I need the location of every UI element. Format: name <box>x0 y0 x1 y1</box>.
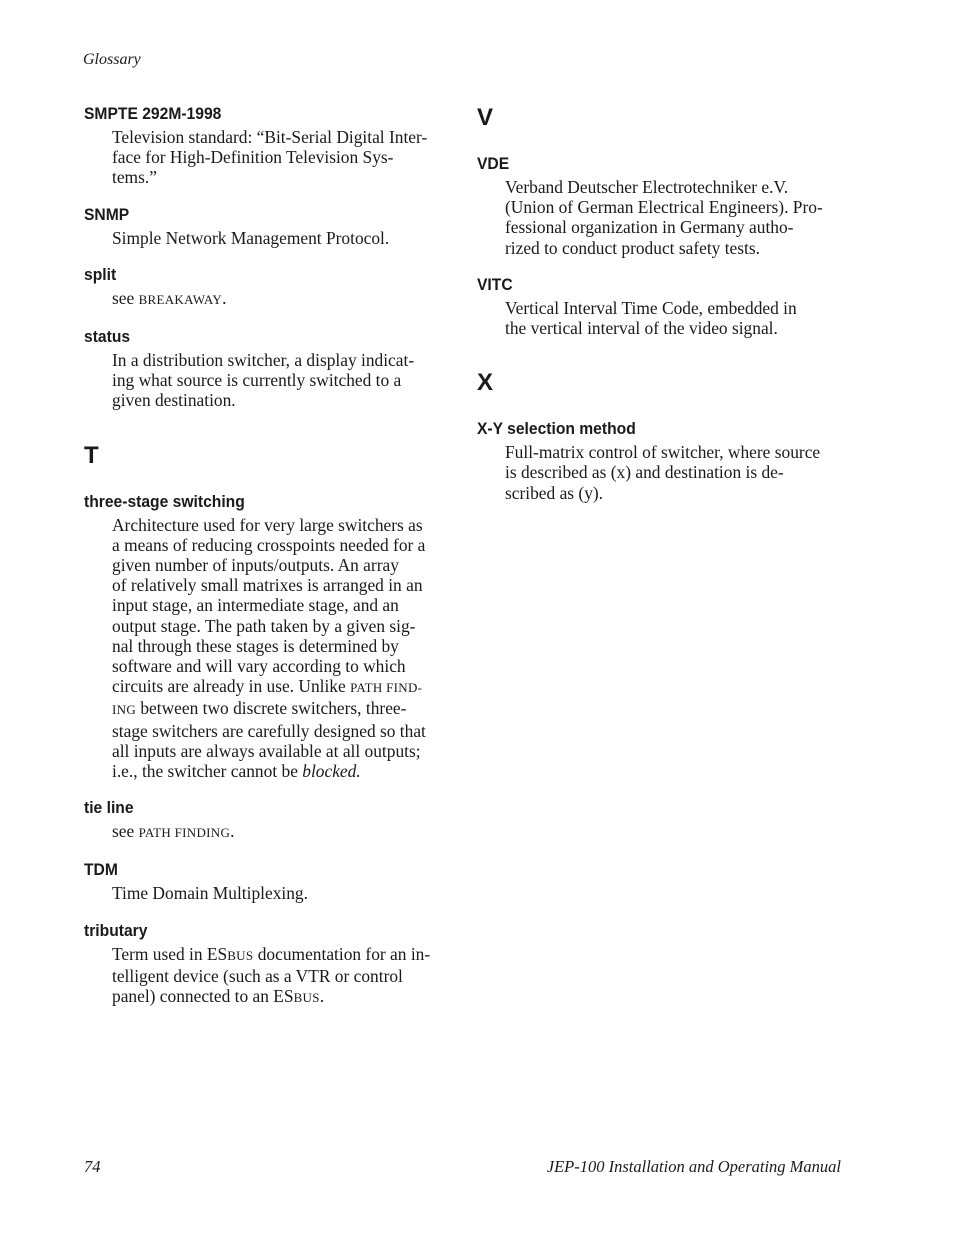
term-tdm: TDM <box>84 860 118 880</box>
definition-line: Simple Network Management Protocol. <box>112 227 390 248</box>
section-letter-x: X <box>477 369 494 397</box>
running-head: Glossary <box>83 51 141 68</box>
definition-line: face for High-Definition Television Sys- <box>112 147 394 168</box>
definition-line: Architecture used for very large switchers as <box>112 514 423 535</box>
definition-three-stage-switching <box>112 515 456 782</box>
definition-line: given number of inputs/outputs. An array <box>112 555 399 576</box>
term-x-y-selection-method: X-Y selection method <box>477 419 636 439</box>
definition-line: output stage. The path taken by a given sig- <box>112 615 416 636</box>
text-run: panel) connected to an ES <box>112 986 294 1007</box>
text-run: . <box>319 986 325 1007</box>
term-snmp: SNMP <box>84 204 130 224</box>
text-run: . <box>222 287 227 308</box>
text-run: between two discrete switchers, three- <box>136 698 407 719</box>
definition-x-y-selection-method <box>505 442 849 503</box>
definition-vitc <box>505 298 849 338</box>
definition-line: stage switchers are carefully designed so that <box>112 720 426 741</box>
term-status: status <box>84 327 131 347</box>
text-run: i.e., the switcher cannot be <box>112 761 303 782</box>
small-caps-text: BUS <box>293 990 320 1006</box>
section-letter-t: T <box>84 441 99 469</box>
text-run: see <box>112 821 139 842</box>
definition-smpte-292m <box>112 127 456 188</box>
small-caps-text: BUS <box>227 947 254 963</box>
definition-line: Vertical Interval Time Code, embedded in <box>505 297 797 318</box>
definition-line: In a distribution switcher, a display indicat- <box>112 350 415 371</box>
definition-line: software and will vary according to which <box>112 656 406 677</box>
glossary-column-left <box>84 104 456 1025</box>
glossary-column-right <box>477 104 849 520</box>
definition-line: Time Domain Multiplexing. <box>112 883 308 904</box>
page-number: 74 <box>84 1157 101 1176</box>
definition-vde <box>505 177 849 258</box>
definition-line: a means of reducing crosspoints needed for a <box>112 534 426 555</box>
definition-line: tems.” <box>112 167 157 188</box>
emphasis: blocked. <box>302 761 361 782</box>
definition-line <box>112 676 456 698</box>
definition-line <box>112 821 456 843</box>
text-run: documentation for an in- <box>253 943 431 964</box>
definition-status <box>112 350 456 411</box>
definition-line: is described as (x) and destination is de- <box>505 462 784 483</box>
definition-line: telligent device (such as a VTR or control <box>112 965 403 986</box>
definition-tie-line <box>112 821 456 843</box>
definition-line: input stage, an intermediate stage, and an <box>112 595 399 616</box>
term-three-stage-switching: three-stage switching <box>84 491 245 511</box>
definition-line <box>112 288 456 310</box>
definition-line: Television standard: “Bit-Serial Digital Inter- <box>112 127 428 147</box>
definition-line: nal through these stages is determined by <box>112 635 399 656</box>
manual-title: JEP-100 Installation and Operating Manual <box>546 1157 841 1176</box>
text-run: see <box>112 287 139 308</box>
term-split: split <box>84 264 117 284</box>
definition-line <box>112 698 456 720</box>
definition-split <box>112 288 456 310</box>
definition-line <box>112 944 456 966</box>
definition-line: scribed as (y). <box>505 482 604 503</box>
definition-line <box>112 986 456 1008</box>
definition-line: fessional organization in Germany autho- <box>505 217 794 238</box>
text-run: Term used in ES <box>112 943 228 964</box>
definition-line: all inputs are always available at all outputs; <box>112 740 421 761</box>
cross-reference: PATH FINDING <box>138 825 231 841</box>
section-letter-v: V <box>477 104 494 131</box>
text-run: circuits are already in use. Unlike <box>112 676 351 697</box>
definition-tributary <box>112 944 456 1009</box>
definition-line: given destination. <box>112 390 236 411</box>
term-vde: VDE <box>477 154 510 173</box>
term-tributary: tributary <box>84 920 148 940</box>
definition-line: ing what source is currently switched to a <box>112 370 402 391</box>
term-tie-line: tie line <box>84 798 134 818</box>
definition-line: (Union of German Electrical Engineers). Pro- <box>505 197 823 218</box>
cross-reference: ING <box>112 702 137 718</box>
definition-line: the vertical interval of the video signal. <box>505 318 778 339</box>
definition-line: rized to conduct product safety tests. <box>505 237 760 258</box>
definition-line: Verband Deutscher Electrotechniker e.V. <box>505 177 789 197</box>
cross-reference: BREAKAWAY <box>138 291 223 307</box>
term-smpte-292m: SMPTE 292M-1998 <box>84 104 222 123</box>
definition-line: of relatively small matrixes is arranged in an <box>112 575 423 596</box>
term-vitc: VITC <box>477 274 513 294</box>
text-run: . <box>230 821 235 842</box>
cross-reference: PATH FIND- <box>350 680 423 696</box>
definition-line <box>112 761 456 781</box>
definition-tdm <box>112 883 456 903</box>
definition-snmp <box>112 228 456 248</box>
definition-line: Full-matrix control of switcher, where source <box>505 442 821 463</box>
